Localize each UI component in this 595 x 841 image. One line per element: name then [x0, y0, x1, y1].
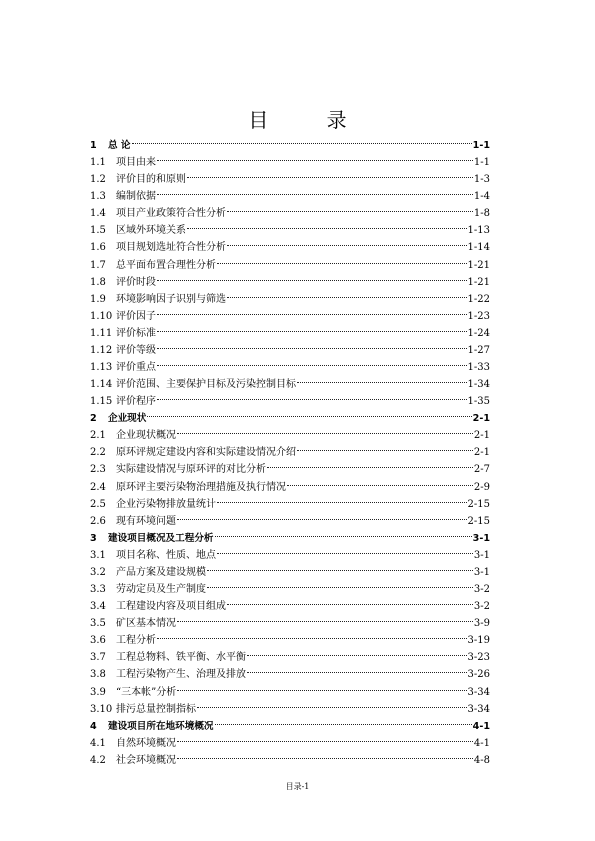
- toc-entry-title: 编制依据: [116, 191, 156, 203]
- toc-dot-leader: [177, 741, 473, 759]
- toc-entry-number: 4: [90, 720, 97, 732]
- toc-entry-page: 3-1: [473, 566, 490, 578]
- toc-entry-page: 1-4: [473, 191, 490, 203]
- toc-dot-leader: [207, 553, 473, 571]
- toc-dot-leader: [157, 177, 473, 195]
- toc-entry-title: 评价重点: [116, 362, 156, 374]
- toc-entry-number: 4.1: [90, 737, 106, 749]
- toc-entry-title: 排污总量控制指标: [116, 703, 196, 715]
- toc-entry-number: 3.4: [90, 601, 106, 613]
- toc-entry-title: 矿区基本情况: [116, 618, 176, 630]
- toc-dot-leader: [197, 690, 467, 708]
- toc-entry-number: 2.5: [90, 498, 106, 510]
- toc-entry-page: 2-1: [473, 430, 490, 442]
- toc-entry-title: 建设项目所在地环境概况: [108, 720, 214, 732]
- toc-entry-title: “三本帐”分析: [116, 686, 177, 698]
- toc-entry-title: 评价等级: [116, 344, 156, 356]
- toc-entry-number: 2: [90, 413, 97, 425]
- toc-entry-number: 4.2: [90, 754, 106, 766]
- toc-entry-page: 3-1: [472, 532, 490, 544]
- toc-dot-leader: [157, 143, 473, 161]
- toc-entry-number: 1.9: [90, 293, 106, 305]
- toc-entry-page: 1-14: [467, 242, 490, 254]
- toc-entry-title: 企业污染物排放量统计: [116, 498, 216, 510]
- toc-dot-leader: [227, 280, 467, 298]
- toc-entry-number: 3.2: [90, 566, 106, 578]
- toc-entry-number: 2.4: [90, 481, 106, 493]
- toc-entry-page: 1-21: [467, 259, 490, 271]
- toc-entry-number: 1.2: [90, 174, 106, 186]
- toc-entry-page: 2-9: [473, 481, 490, 493]
- toc-dot-leader: [227, 587, 473, 605]
- toc-entry-title: 项目名称、性质、地点: [116, 549, 216, 561]
- toc-entry-number: 2.2: [90, 447, 106, 459]
- toc-entry-number: 2.6: [90, 515, 106, 527]
- toc-entry-title: 社会环境概况: [116, 754, 176, 766]
- toc-entry-page: 3-19: [467, 635, 490, 647]
- toc-dot-leader: [157, 331, 467, 349]
- toc-entry-title: 原环评规定建设内容和实际建设情况介绍: [116, 447, 296, 459]
- toc-entry-number: 3.6: [90, 635, 106, 647]
- toc-entry-title: 评价目的和原则: [116, 174, 186, 186]
- toc-dot-leader: [177, 416, 473, 434]
- toc-dot-leader: [177, 502, 467, 520]
- toc-dot-leader: [147, 399, 471, 417]
- toc-dot-leader: [177, 673, 466, 691]
- toc-dot-leader: [157, 382, 467, 400]
- toc-entry-number: 3.3: [90, 584, 106, 596]
- toc-dot-leader: [217, 246, 467, 264]
- toc-entry-number: 3.5: [90, 618, 106, 630]
- toc-entry-number: 1.11: [90, 327, 113, 339]
- toc-entry-page: 2-1: [473, 447, 490, 459]
- toc-entry-page: 3-1: [473, 549, 490, 561]
- toc-entry-title: 工程总物料、铁平衡、水平衡: [116, 652, 246, 664]
- toc-entry-title: 建设项目概况及工程分析: [108, 532, 214, 544]
- toc-dot-leader: [227, 228, 467, 246]
- toc-entry-number: 3.7: [90, 652, 106, 664]
- toc-entry-title: 评价时段: [116, 276, 156, 288]
- toc-entry-number: 2.3: [90, 464, 106, 476]
- toc-entry-page: 1-33: [467, 362, 490, 374]
- toc-entry-page: 2-7: [473, 464, 490, 476]
- toc-entry-title: 工程建设内容及项目组成: [116, 601, 226, 613]
- toc-entry-title: 区域外环境关系: [116, 225, 186, 237]
- toc-entry-title: 劳动定员及生产制度: [116, 584, 206, 596]
- toc-dot-leader: [187, 211, 467, 229]
- toc-entry-number: 1.14: [90, 379, 113, 391]
- toc-entry-number: 3.10: [90, 703, 113, 715]
- toc-entry-number: 1.12: [90, 344, 113, 356]
- toc-dot-leader: [157, 621, 467, 639]
- toc-entry-number: 1.4: [90, 208, 106, 220]
- toc-entry-page: 4-1: [472, 720, 490, 732]
- toc-entry-page: 2-15: [467, 498, 490, 510]
- toc-entry-title: 评价因子: [116, 310, 156, 322]
- toc-dot-leader: [267, 450, 473, 468]
- toc-entry-title: 产品方案及建设规模: [116, 566, 206, 578]
- toc-entry-page: 4-8: [473, 754, 490, 766]
- toc-entry-number: 1.1: [90, 157, 106, 169]
- toc-entry-page: 1-3: [473, 174, 490, 186]
- toc-dot-leader: [157, 314, 467, 332]
- table-of-contents: [90, 130, 490, 766]
- toc-entry-page: 1-35: [467, 396, 490, 408]
- toc-dot-leader: [157, 297, 467, 315]
- toc-dot-leader: [177, 724, 473, 742]
- toc-entry-number: 1: [90, 140, 97, 151]
- toc-entry-number: 2.1: [90, 430, 106, 442]
- toc-entry-title: 工程分析: [116, 635, 156, 647]
- toc-entry-number: 1.15: [90, 396, 113, 408]
- toc-entry-page: 3-34: [467, 703, 490, 715]
- toc-entry-number: 3: [90, 532, 97, 544]
- toc-entry-title: 评价标准: [116, 327, 156, 339]
- toc-entry-page: 1-34: [467, 379, 490, 391]
- toc-entry-title: 企业现状: [108, 413, 147, 425]
- toc-entry-number: 1.10: [90, 310, 113, 322]
- toc-dot-leader: [297, 433, 473, 451]
- toc-entry-title: 项目规划选址符合性分析: [116, 242, 226, 254]
- toc-entry-page: 3-9: [473, 618, 490, 630]
- toc-entry-title: 工程污染物产生、治理及排放: [116, 669, 246, 681]
- toc-entry-number: 1.6: [90, 242, 106, 254]
- toc-entry-title: 项目由来: [116, 157, 156, 169]
- toc-entry-title: 现有环境问题: [116, 515, 176, 527]
- toc-entry-number: 1.8: [90, 276, 106, 288]
- page-footer: 目录-1: [285, 782, 310, 791]
- toc-dot-leader: [247, 655, 467, 673]
- toc-dot-leader: [157, 263, 467, 281]
- toc-dot-leader: [247, 638, 467, 656]
- toc-entry-page: 1-21: [467, 276, 490, 288]
- toc-entry-number: 1.13: [90, 362, 113, 374]
- toc-entry-page: 1-23: [467, 310, 490, 322]
- toc-entry-page: 1-8: [473, 208, 490, 220]
- toc-entry-number: 3.1: [90, 549, 106, 561]
- page-title: 目 录: [248, 108, 373, 132]
- toc-dot-leader: [187, 160, 473, 178]
- toc-dot-leader: [217, 485, 467, 503]
- toc-entry-number: 3.9: [90, 686, 106, 698]
- toc-dot-leader: [217, 536, 473, 554]
- toc-entry-title: 环境影响因子识别与筛选: [116, 293, 226, 305]
- toc-entry-page: 4-1: [473, 737, 490, 749]
- toc-dot-leader: [287, 468, 473, 486]
- toc-entry-page: 1-27: [467, 344, 490, 356]
- toc-dot-leader: [297, 365, 467, 383]
- toc-dot-leader: [215, 519, 472, 537]
- toc-dot-leader: [227, 194, 473, 212]
- toc-entry-title: 总 论: [108, 140, 131, 151]
- toc-entry-page: 3-26: [467, 669, 490, 681]
- toc-entry-page: 1-1: [473, 157, 490, 169]
- toc-entry-page: 3-2: [473, 601, 490, 613]
- toc-dot-leader: [215, 707, 472, 725]
- toc-entry-title: 原环评主要污染物治理措施及执行情况: [116, 481, 286, 493]
- toc-dot-leader: [207, 570, 473, 588]
- toc-entry-page: 1-13: [467, 225, 490, 237]
- toc-dot-leader: [157, 348, 467, 366]
- toc-entry-title: 评价程序: [116, 396, 156, 408]
- toc-entry-title: 项目产业政策符合性分析: [116, 208, 226, 220]
- toc-entry-title: 评价范围、主要保护目标及污染控制目标: [116, 379, 296, 391]
- toc-entry-page: 3-34: [467, 686, 490, 698]
- toc-entry-number: 3.8: [90, 669, 106, 681]
- toc-entry-page: 3-23: [467, 652, 490, 664]
- toc-dot-leader: [132, 126, 472, 144]
- toc-entry-title: 实际建设情况与原环评的对比分析: [116, 464, 266, 476]
- toc-entry-page: 1-22: [467, 293, 490, 305]
- toc-entry-page: 3-2: [473, 584, 490, 596]
- toc-entry-page: 1-1: [472, 140, 490, 151]
- toc-dot-leader: [177, 604, 473, 622]
- toc-entry-number: 1.3: [90, 191, 106, 203]
- toc-entry-number: 1.7: [90, 259, 106, 271]
- toc-entry-title: 自然环境概况: [116, 737, 176, 749]
- toc-entry-page: 2-1: [472, 413, 490, 425]
- toc-entry-title: 企业现状概况: [116, 430, 176, 442]
- toc-entry-page: 1-24: [467, 327, 490, 339]
- toc-entry-number: 1.5: [90, 225, 106, 237]
- toc-entry-page: 2-15: [467, 515, 490, 527]
- toc-entry-title: 总平面布置合理性分析: [116, 259, 216, 271]
